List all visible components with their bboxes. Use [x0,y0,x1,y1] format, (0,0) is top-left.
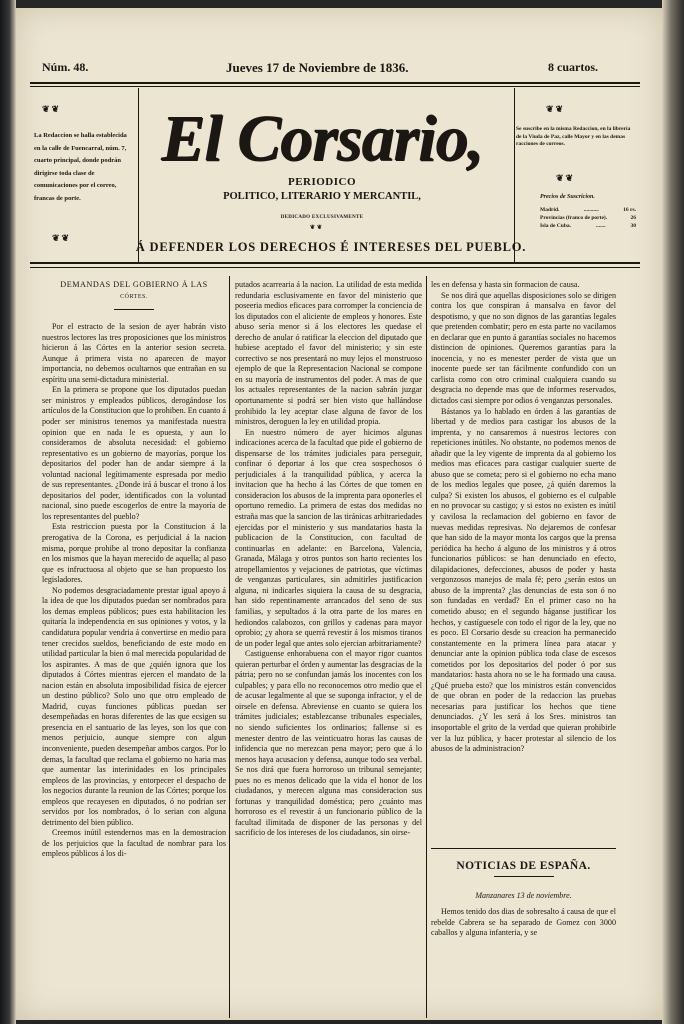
price-place: Madrid. [540,207,560,213]
price-row [540,222,636,230]
ornament-center: ❦❦ [310,224,325,231]
page-edge [662,0,684,1024]
ornament-right-mid: ❦❦ [556,174,576,184]
paragraph: En nuestro número de ayer hicimos algunas indicaciones acerca de la facultad que pide el gobierno de dispensarse de los trámites judiciales para perseguir, confinar ó deportar á los que crea sospechosos ó perjudiciales á la tranquilidad pública, y acerca la invitacion que ha hecho á las Córtes de que tomen en consideracion los abusos de la imprenta para oponerles el oportuno remedio. La primera de estas dos medidas no estraña mas que la sancion de las tiránicas arbitrariedades ejercidas por el ministerio y sus mandatarios hasta la publicacion de la Constitucion, con facultad de continuarlas en adelante: en Barcelona, Valencia, Granada, Málaga y otros puntos son harto recientes los atropellamientos y vejaciones de patriotas, que víctimas de venganzas particulares, sin admitirles justificacion alguna, ni indicarles siquiera la causa de su desgracia, han sido repentinamente arrancados del seno de sus familias, y sepultados á la otra parte de los mares en hediondos calabozos, con grillos y cadenas para mayor oprobio; ¿y ahora se querrá revestir á los mismos tiranos de un poder legal que antes solo ejercian arbitrariamente? [235,427,422,648]
paragraph: Por el estracto de la sesion de ayer habrán visto nuestros lectores las tres proposiciones que los ministros hicieron á las Córtes en la anterior sesion secreta. Aunque á primera vista no aparecen de mayor importancia, no debemos ocultarnos que entrañan en su espíritu una semi-dictadura ministerial. [42,322,226,384]
price-place: Isla de Cuba. [540,223,572,229]
article-heading-line2: CÓRTES. [120,293,148,300]
suscripcion-notice: Se suscribe en la misma Redaccion, en la librería de la Viuda de Paz, calle Mayor y en las demas racciones de correos. [516,126,631,147]
price-value: 16 rs. [623,207,636,213]
news-rule-top [431,848,616,849]
price-dots: ....... [595,223,606,229]
article-heading [42,280,226,302]
issue-number: Núm. 48. [42,60,89,74]
column-2 [235,280,422,1015]
column-3 [431,280,616,1015]
issue-price: 8 cuartos. [548,60,598,74]
price-value: 26 [630,215,636,221]
paragraph: Se nos dirá que aquellas disposiciones solo se dirigen contra los que conspiran á mansalva en favor del despotismo, y que no son dignos de las garantías legales que pretenden combatir; pero en esta parte no vacilamos en declarar que en punto á garantías sociales no hacemos distincion de opiniones. Queremos garantías para la inocencia, y no es menester perder de vista que un inocente puede ser tan fácilmente confundido con un carlista como con otro criminal cualquiera cuando su desgracia no depende mas que de informes reservados, dictados casi siempre por odios ó venganzas personales. [431,290,616,406]
top-rule [30,82,640,84]
subtitle-periodico: PERIODICO [287,176,357,188]
paragraph: Esta restriccion puesta por la Constitucion á la prerogativa de la Corona, es perjudicial á la nacion misma, porque prohibe al trono depositar la confianza en los mismos que la hayan merecido de aquella; al paso que es infructuosa al objeto que se han propuesto los legisladores. [42,522,226,585]
motto: Á DEFENDER LOS DERECHOS É INTERESES DEL PUEBLO. [135,240,527,254]
paragraph: Bástanos ya lo hablado en órden á las garantías de libertad y de medios para castigar los abusos de la imprenta, y no cansaremos á nuestros lectores con repeticiones inútiles. No obstante, no podemos menos de añadir que la ley vigente de imprenta da al gobierno los medios mas eficaces para castigar cualquier suerte de abuso que se cometa; pero si el gobierno no echa mano de los medios legales que posee, ¿á quién daremos la culpa? Si existen los abusos, el gobierno es el culpable en no provocar su castigo; y si estos no existen es inútil y cavilosa la reclamacion del gobierno en favor de nuevas medidas represivas. No dejaremos de confesar que han sido de la mayor monta los cargos que la prensa periódica ha hecho á alguno de los ministros y á otros funcionarios públicos: se han denunciado en efecto, dilapidaciones, defecciones, abusos de poder y hasta vergonzosos manejos de mala fé; pero ¿serán estos un abuso de la imprenta? ¿las denuncias de esta son ó no son fundadas en verdad? En el primer caso no ha cometido abuso; en el segundo háganse justificar los hechos, y castíguesele con todo el rigor de la ley, que no es poco. El Corsario desde su creacion ha permanecido constantemente en la primera línea para atacar y denunciar ante la opinion pública toda clase de escesos cometidos por los depositarios del poder ó por sus mandatarios: hasta ahora no se le ha formado una causa. ¿Qué prueba esto? que los ministros están convencidos de que obran en poder de la redaccion las pruebas necesarias para justificar los hechos que tiene denunciados. ¿Y les será á los Sres. ministros tan insoportable el grito de la verdad que quieran prohibirle ver la luz pública, y hacer protestar al silencio de los abusos de la administracion? [431,406,616,754]
heading-separator [114,309,154,310]
news-rule [494,876,554,877]
ornament-left-bottom: ❦❦ [52,234,72,244]
paragraph: Creemos inútil estendernos mas en la demostracion de los perjuicios que la facultad de nombrar para los empleos públicos á los di- [42,828,226,859]
prices-title: Precios de Suscricion. [540,194,595,200]
news-heading: NOTICIAS DE ESPAÑA. [456,860,591,872]
news-place: Manzanares 13 de noviembre. [475,890,572,900]
book-gutter [0,0,16,1024]
paragraph: les en defensa y hasta sin formacion de causa. [431,280,580,289]
dedication: DEDICADO EXCLUSIVAMENTE [280,215,364,220]
price-row [540,214,636,222]
ornament-right-top: ❦❦ [546,105,566,115]
masthead-bottom-rule [30,262,640,264]
top-rule-thin [30,86,640,87]
ornament-left-top: ❦❦ [42,105,62,115]
news-paragraph: Hemos tenido dos dias de sobresalto á causa de que el rebelde Cabrera se ha separado de Gomez con 3000 caballos y alguna infanteria, y se [431,907,616,938]
redaccion-notice: La Redaccion se halla establecida en la calle de Fuencarral, núm. 7, cuarto principal, donde podrán dirigirse toda clase de comunicaciones por el correo, francas de porte. [34,132,127,202]
prices-table [540,206,636,230]
paragraph: Castiguense enhorabuena con el mayor rigor cuantos quieran perturbar el órden y aumentar las desgracias de la pátria; pero no se confundan jamás los inocentes con los culpables; y para ello no reconocemos otro medio que el de acusar legalmente al que se suponga infractor, y el de oirsele en defensa. Abreviense en cuanto se quiera los trámites judiciales; establezcanse tribunales especiales, no siendo suficientes los ordinarios; fallense si es menester dentro de las veinticuatro horas las causas de infidencia que no merezcan pena mayor; pero que á lo menos haya acusacion y defensa, aunque todo sea verbal. Se nos dirá que fuera horroroso un tribunal semejante; pues no es menos delicado que la vida el honor de los ciudadanos, y merecen alguna mas consideracion sus fortunas y tranquilidad doméstica; pero ¿cuánto mas horroroso es el revestir á un funcionario público de la facultad ilimitada de disponer de las personas y del sacrificio de los intereses de los ciudadanos, sin oirse- [235,649,422,838]
price-dots: ........... [583,207,599,213]
column-rule-2 [426,276,427,1018]
column-rule-1 [229,276,230,1018]
issue-date: Jueves 17 de Noviembre de 1836. [226,60,409,75]
article-heading-line1: DEMANDAS DEL GOBIERNO Á LAS [60,280,208,289]
masthead-divider-left [138,88,139,264]
paragraph: putados acarrearia á la nacion. La utilidad de esta medida redundaria esclusivamente en favor del ministerio que poseeria medios eficaces para corromper la conciencia de los diputados con el aliciente de empleos y honores. Este abuso sería menor si á los electores les quedase el derecho de anular ó ratificar la eleccion del diputado que hubiese aceptado el favor del ministerio; y sin este correctivo se nos presentará no muy lejos el monstruoso ejemplo de que la Representacion Nacional se compone en su mayoría de instrumentos del poder. A mas de que los actuales representantes de la nacion sabrán juzgar oportunamente si podrá ser bien visto que hallándose prohibido la ley aceptar clase alguna de favor de los ministros, deroguen la ley en utilidad propia. [235,280,422,427]
masthead-divider-right [514,88,515,264]
price-value: 30 [630,223,636,229]
column-3-text [431,280,616,840]
column-1 [42,280,226,1015]
paragraph: En la primera se propone que los diputados puedan ser ministros y empleados públicos, derogándose los artículos de la Constitucion que lo prohiben. En cuanto á poder ser ministros tenemos ya manifestada nuestra opinion que en nada le es opuesta, y aun lo consideramos de absoluta necesidad: el gobierno representativo es un gobierno de mayorías, porque los depositarios del poder han de andar siempre á la voluntad nacional legítimamente espresada por medio de sus representantes. ¿Donde irá á buscar el trono á los depositarios del poder, identificados con la voluntad nacional, sino puede escogerlos de entre la mayoría de los representantes del pueblo? [42,385,226,521]
price-row [540,206,636,214]
newspaper-page [16,8,662,1020]
subtitle-politico: POLITICO, LITERARIO Y MERCANTIL, [223,191,421,202]
masthead-bottom-rule-thin [30,267,640,268]
paragraph: No podemos desgraciadamente prestar igual apoyo á la idea de que los diputados puedan ser nombrados para los demas empleos públicos; pues esta habilitacion les quitaría la independencia en sus opiniones y votos, y la candidatura popular vendria á convertirse en medio para tener crecidos sueldos, beneficiando de este modo en utilidad particular la bien ó mal merecida popularidad de los aspirantes. A mas de que ¿quién ignora que los diputados á Córtes mientras ejercen el mandato de la nacion están en absoluta imposibilidad física de ejercer un destino público? Solo uno que otro empleado de Madrid, cuyas funciones públicas puedan ser desempeñadas en horas diferentes de las que ecsigen su presencia en el santuario de las leyes, son los que con menos perjuicio, aunque siempre con algun inconveniente, pueden desempeñar ambos cargos. Por lo demas, la facultad que reclama el gobierno no haria mas que aumentar las interinidades en los principales empleos de las provincias, y entorpecer el despacho de los negocios durante la reunion de las Córtes; porque los empleos que recayesen en diputados, ó no podrian ser servidos por los nombrados, ó lo serian con alguna detrimento del bien público. [42,585,226,827]
newspaper-title: El Corsario, [161,102,483,175]
price-place: Provincias (franco de porte). [540,215,608,221]
